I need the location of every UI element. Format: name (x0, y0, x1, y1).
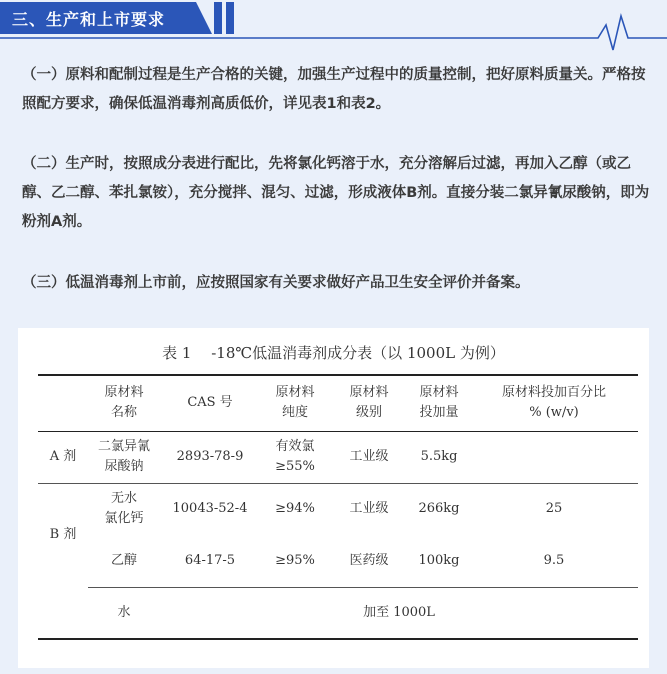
composition-table (38, 374, 638, 640)
header-name: 原材料 名称 (88, 375, 160, 431)
cell-cas: 2893-78-9 (160, 431, 260, 483)
cell-purity: ≥95% (260, 535, 330, 587)
header-group (38, 375, 88, 431)
cell-percent: 9.5 (470, 535, 638, 587)
cell-grade: 工业级 (349, 501, 389, 517)
composition-table-card (18, 328, 649, 668)
cell-group-empty (38, 587, 88, 639)
section-header (0, 0, 667, 60)
cell-percent: 25 (545, 501, 563, 517)
group-a-label: A 剂 (38, 431, 88, 483)
cell-name: 无水 氯化钙 (104, 491, 144, 527)
cell-cas: 64-17-5 (160, 535, 260, 587)
header-percent: 原材料投加百分比 % (w/v) (470, 375, 638, 431)
cell-amount: 5.5kg (408, 431, 470, 483)
table-row (38, 431, 638, 483)
cell-cas: 10043-52-4 (172, 501, 248, 517)
cell-grade: 医药级 (330, 535, 408, 587)
header-grade: 原材料 级别 (330, 375, 408, 431)
header-amount: 原材料 投加量 (408, 375, 470, 431)
cell-percent (470, 431, 638, 483)
cell-amount: 266kg (418, 501, 460, 517)
section-title: 三、生产和上市要求 (12, 10, 166, 29)
paragraph-3: （三）低温消毒剂上市前，应按照国家有关要求做好产品卫生安全评价并备案。 (22, 275, 530, 291)
table-header-row (38, 375, 638, 431)
group-b-label: B 剂 (49, 527, 77, 543)
cell-purity: ≥94% (275, 501, 315, 517)
paragraph-1: （一）原料和配制过程是生产合格的关键，加强生产过程中的质量控制，把好原料质量关。严格按照配方要求，确保低温消毒剂高质低价，详见表1和表2。 (22, 67, 646, 112)
table-caption: 表 1 -18℃低温消毒剂成分表（以 1000L 为例） (162, 344, 505, 362)
cell-name: 乙醇 (88, 535, 160, 587)
header-cas: CAS 号 (160, 375, 260, 431)
cell-name: 水 (88, 587, 160, 639)
paragraph-2: （二）生产时，按照成分表进行配比，先将氯化钙溶于水，充分溶解后过滤，再加入乙醇（或乙醇、乙二醇、苯扎氯铵），充分搅拌、混匀、过滤，形成液体B剂。直接分装二氯异氰尿酸钠，即为粉剂A剂。 (22, 156, 650, 230)
heartbeat-line-icon (0, 0, 667, 60)
cell-name: 二氯异氰 尿酸钠 (88, 431, 160, 483)
cell-grade: 工业级 (330, 431, 408, 483)
header-purity: 原材料 纯度 (260, 375, 330, 431)
table-row (38, 483, 638, 535)
table-row (38, 535, 638, 587)
cell-amount: 100kg (408, 535, 470, 587)
cell-water-value: 加至 1000L (160, 587, 638, 639)
cell-purity: 有效氯 ≥55% (260, 431, 330, 483)
table-row (38, 587, 638, 639)
